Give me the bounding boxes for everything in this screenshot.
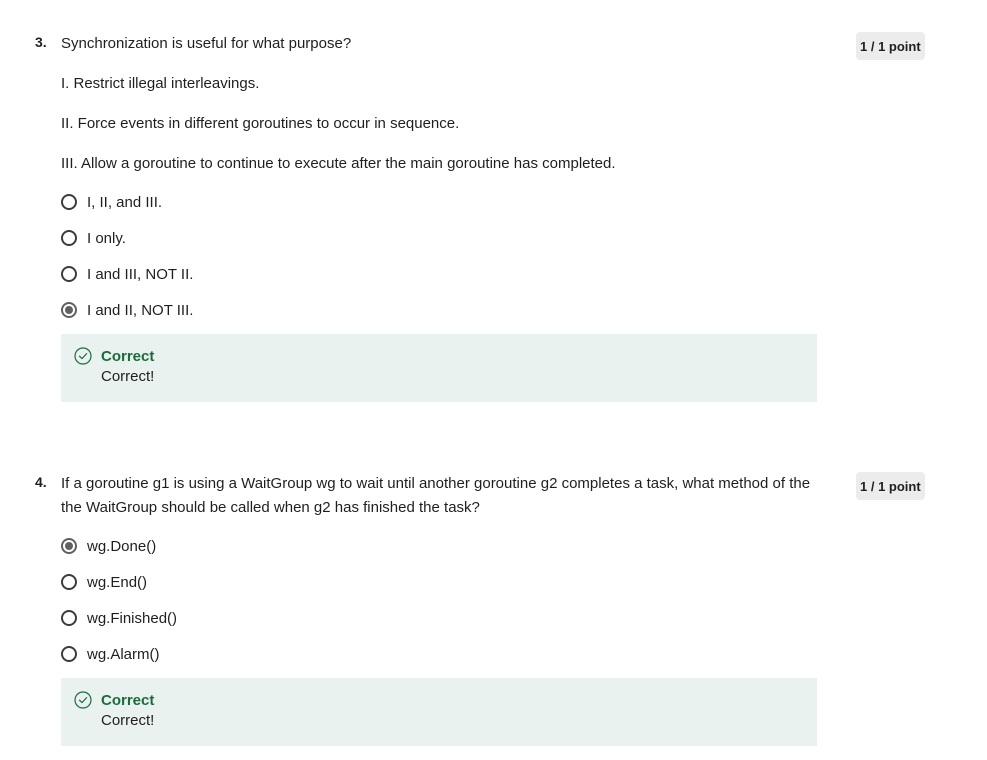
points-badge: 1 / 1 point [856,32,925,60]
answer-option-2[interactable] [61,570,817,594]
answer-option-4[interactable] [61,642,817,666]
feedback-title: Correct [101,691,155,709]
question-number: 4. [35,474,47,490]
check-circle-icon [74,347,92,365]
option-label: I and II, NOT III. [87,301,194,319]
radio-button[interactable] [61,230,77,246]
feedback-box [61,334,817,402]
option-label: I, II, and III. [87,193,163,211]
question-paragraph-1: I. Restrict illegal interleavings. [61,75,260,92]
feedback-text: Correct! [101,368,155,385]
feedback-header [74,690,817,710]
question-text: If a goroutine g1 is using a WaitGroup wg to wait until another goroutine g2 completes a task, what method of the the WaitGroup should be called when g2 has finished the task? [61,475,811,516]
option-label: wg.Finished() [87,609,178,627]
question-paragraph-2: II. Force events in different goroutines to occur in sequence. [61,115,460,132]
question-body [61,32,817,402]
feedback-text: Correct! [101,712,155,729]
question-text: Synchronization is useful for what purpose? [61,35,352,52]
radio-button[interactable] [61,610,77,626]
points-badge: 1 / 1 point [856,472,925,500]
radio-button[interactable] [61,646,77,662]
answer-option-2[interactable] [61,226,817,250]
feedback-header [74,346,817,366]
answer-option-4[interactable] [61,298,817,322]
option-label: I only. [87,229,126,247]
radio-button[interactable] [61,574,77,590]
answer-option-1[interactable] [61,190,817,214]
radio-button[interactable] [61,266,77,282]
answer-option-3[interactable] [61,606,817,630]
radio-button-selected[interactable] [61,302,77,318]
answer-option-3[interactable] [61,262,817,286]
radio-button[interactable] [61,194,77,210]
answer-options [61,190,817,322]
radio-button-selected[interactable] [61,538,77,554]
option-label: wg.Done() [87,537,157,555]
feedback-title: Correct [101,347,155,365]
check-circle-icon [74,691,92,709]
option-label: I and III, NOT II. [87,265,194,283]
question-number: 3. [35,34,47,50]
option-label: wg.End() [87,573,148,591]
option-label: wg.Alarm() [87,645,160,663]
question-paragraph-3: III. Allow a goroutine to continue to execute after the main goroutine has completed. [61,155,616,172]
question-body [61,472,817,746]
feedback-box [61,678,817,746]
answer-options [61,534,817,666]
answer-option-1[interactable] [61,534,817,558]
